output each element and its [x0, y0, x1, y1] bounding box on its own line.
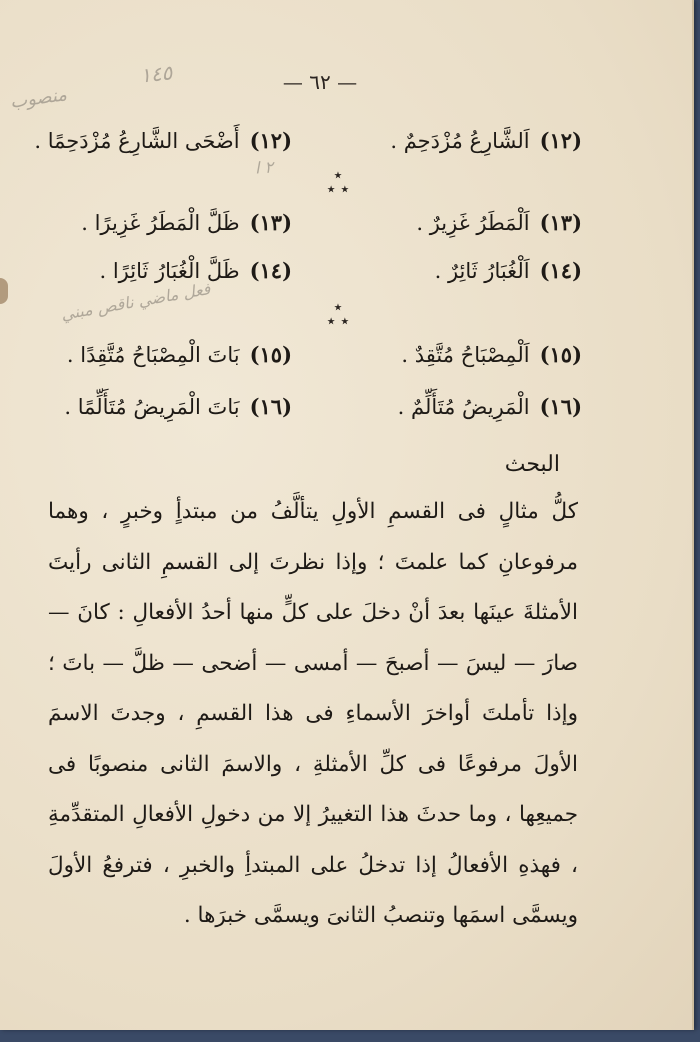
discussion-paragraph: كلُّ مثالٍ فى القسمِ الأولِ يتألَّفُ من مبتدأٍ وخبرٍ ، وهما مرفوعانِ كما علمتَ ؛ وإذا نظرتَ إلى القسمِ الثانى رأيتَ الأمثلةَ عينَها بعدَ أنْ دخلَ على كلٍّ منها أحدُ الأفعالِ : كانَ — صارَ — ليسَ — أصبحَ — أمسى — أضحى — ظلَّ — باتَ ؛ وإذا تأملتَ أواخرَ الأسماءِ فى هذا القسمِ ، وجدتَ الاسمَ الأولَ مرفوعًا فى كلِّ الأمثلةِ ، والاسمَ الثانى منصوبًا فى جميعِها ، وما حدثَ هذا التغييرُ إلا من دخولِ الأفعالِ المتقدِّمةِ ، فهذهِ الأفعالُ إذا تدخلُ على المبتدأِ والخبرِ ، فترفعُ الأولَ ويسمَّى اسمَها وتنصبُ الثانىَ ويسمَّى خبرَها .	[48, 499, 578, 928]
example-16-left: (١٦)بَاتَ الْمَرِيضُ مُتَأَلِّمًا .	[64, 394, 292, 419]
example-12-right: (١٢)اَلشَّارِعُ مُزْدَحِمٌ .	[390, 128, 582, 153]
example-14-left: (١٤)ظَلَّ الْغُبَارُ ثَائِرًا .	[99, 258, 292, 283]
example-14-right: (١٤)اَلْغُبَارُ ثَائِرٌ .	[434, 258, 582, 283]
page-stain	[0, 278, 8, 304]
page-number: — ٦٢ —	[282, 70, 358, 94]
example-13-right: (١٣)اَلْمَطَرُ غَزِيرٌ .	[416, 210, 582, 235]
stars-divider-2: ٭ ٭ ٭	[326, 297, 350, 330]
stars-divider-1: ٭ ٭ ٭	[326, 165, 350, 198]
example-13-left: (١٣)ظَلَّ الْمَطَرُ غَزِيرًا .	[81, 210, 292, 235]
pencil-note-margin: منصوب	[8, 84, 69, 113]
pencil-note-mid: ٢ ا	[254, 157, 274, 178]
example-15-right: (١٥)اَلْمِصْبَاحُ مُتَّقِدٌ .	[401, 342, 582, 367]
example-15-left: (١٥)بَاتَ الْمِصْبَاحُ مُتَّقِدًا .	[66, 342, 292, 367]
pencil-note-side: فعل ماضي ناقص مبني	[59, 279, 212, 324]
pencil-note-number: ١٤٥	[138, 60, 174, 88]
example-12-left: (١٢)أَضْحَى الشَّارِعُ مُزْدَحِمًا .	[34, 128, 292, 153]
example-16-right: (١٦)الْمَرِيضُ مُتَأَلِّمٌ .	[397, 394, 582, 419]
section-heading: البحث	[504, 452, 560, 477]
